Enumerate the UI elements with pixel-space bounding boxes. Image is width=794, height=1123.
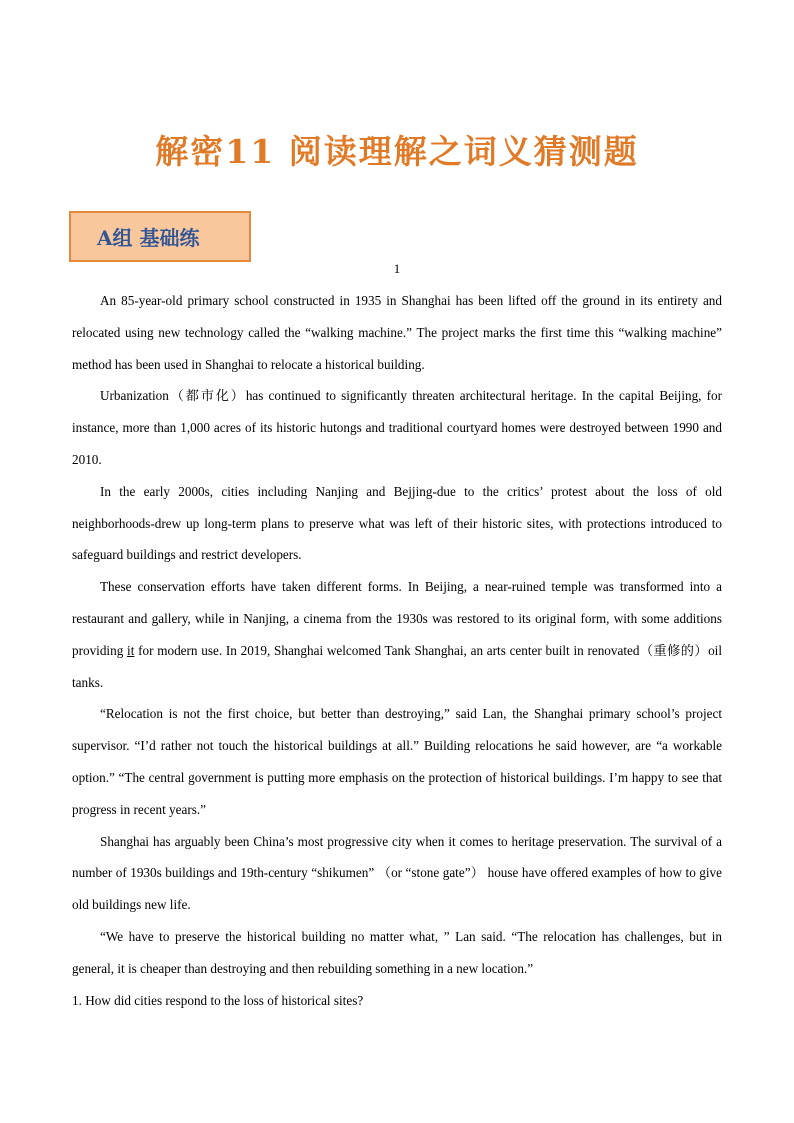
paragraph-1: An 85-year-old primary school constructed in 1935 in Shanghai has been lifted off the ground in its entirety and relocated using new technology called the “walking machine.” The project marks the first time this “walking machine” method has been used in Shanghai to relocate a historical building.	[72, 293, 722, 372]
section-label: A组 基础练	[97, 226, 200, 250]
paragraph-6: Shanghai has arguably been China’s most progressive city when it comes to heritage preservation. The survival of a number of 1930s buildings and 19th-century “shikumen” （or “stone gate”） house have offered examples of how to give old buildings new life.	[72, 833, 722, 913]
section-label-box	[69, 211, 251, 262]
paragraph-5: “Relocation is not the first choice, but better than destroying,” said Lan, the Shanghai primary school’s project supervisor. “I’d rather not touch the historical buildings at all.” Building relocations he said however, are “a workable option.” “The central government is putting more emphasis on the protection of historical buildings. I’m happy to see that progress in recent years.”	[72, 706, 722, 817]
paragraph-3: In the early 2000s, cities including Nanjing and Bejjing-due to the critics’ protest about the loss of old neighborhoods-drew up long-term plans to preserve what was left of their historic sites, with protections introduced to safeguard buildings and restrict developers.	[72, 483, 722, 563]
question-1: 1. How did cities respond to the loss of historical sites?	[72, 992, 364, 1008]
underlined-word: it	[127, 642, 135, 658]
passage-number: 1	[393, 261, 401, 276]
paragraph-4-part-1: These conservation efforts have taken different forms. In Beijing, a near-ruined temple was transformed into a restaurant and gallery, while in Nanjing, a cinema from the 1930s was restored to its original form, with some additions providing	[72, 579, 722, 658]
paragraph-2: Urbanization（都市化）has continued to significantly threaten architectural heritage. In the capital Beijing, for instance, more than 1,000 acres of its historic hutongs and traditional courtyard homes were destroyed between 1990 and 2010.	[72, 388, 722, 467]
paragraph-4	[72, 571, 722, 698]
paragraph-7: “We have to preserve the historical building no matter what, ” Lan said. “The relocation has challenges, but in general, it is cheaper than destroying and then rebuilding something in a new location.”	[72, 928, 722, 976]
passage-body	[72, 285, 722, 1016]
paragraph-4-part-2: for modern use. In 2019, Shanghai welcomed Tank Shanghai, an arts center built in renovated（重修的）oil tanks.	[72, 642, 722, 690]
page-title: 解密11 阅读理解之词义猜测题	[155, 132, 639, 171]
